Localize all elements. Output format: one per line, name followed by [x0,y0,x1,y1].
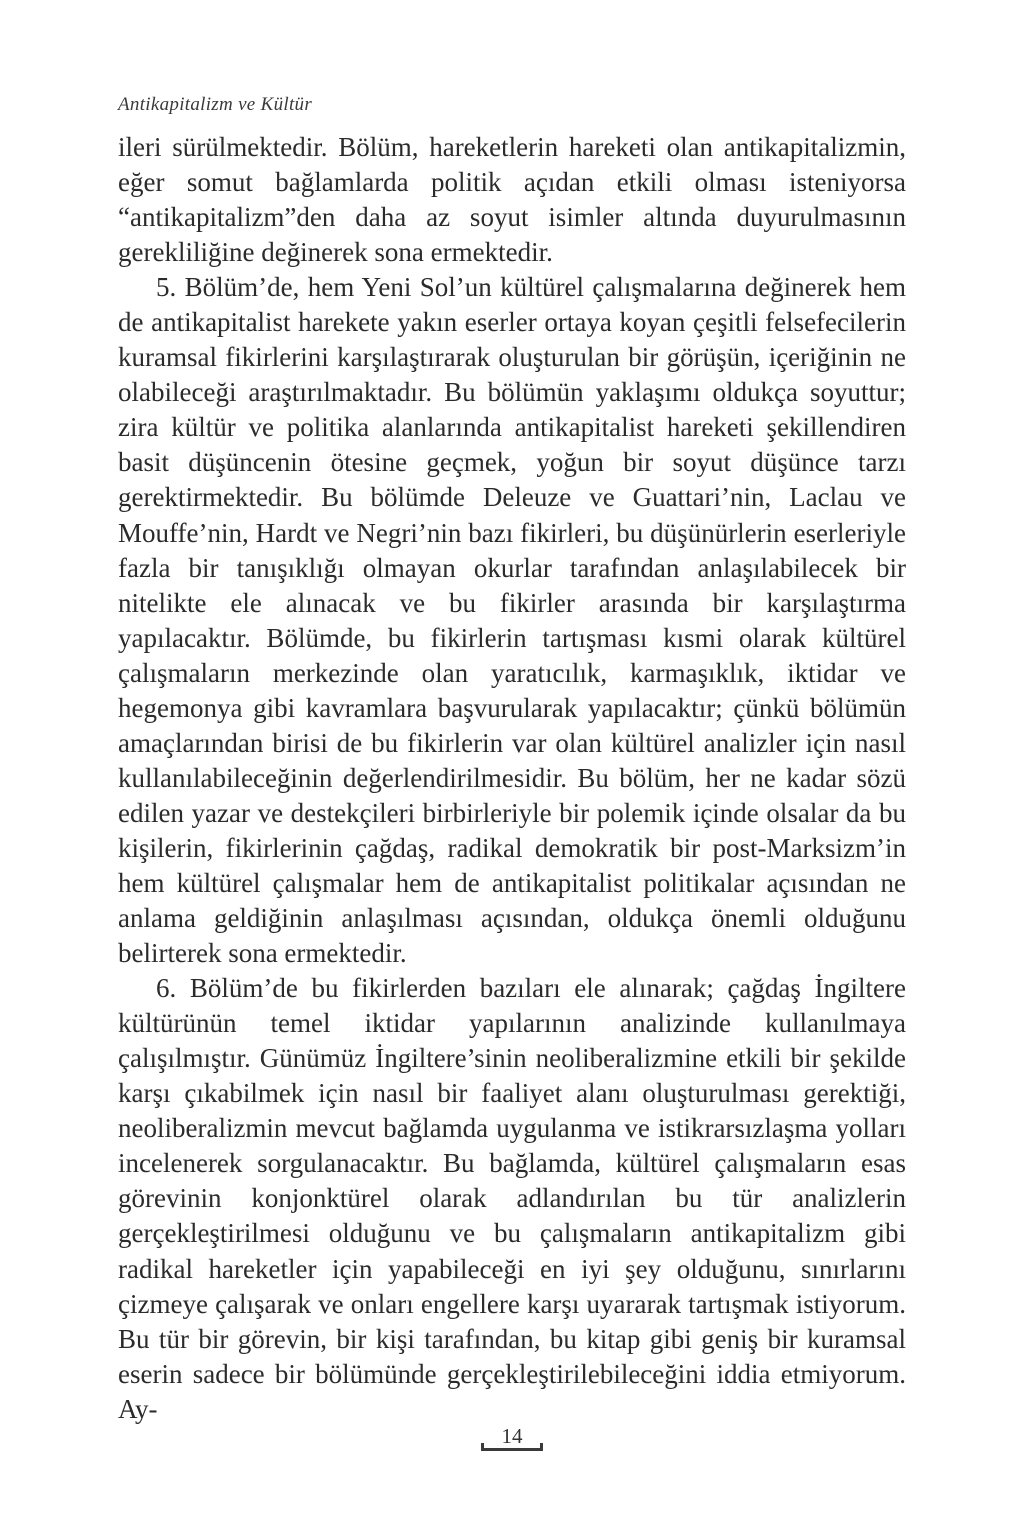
page-number: 14 [501,1424,523,1448]
page-number-underline [481,1448,543,1451]
page-footer [0,1424,1024,1449]
paragraph-chapter-6: 6. Bölüm’de bu fikirlerden bazıları ele alınarak; çağdaş İngiltere kültürünün temel iktidar yapılarının analizinde kullanılmaya çalışılmıştır. Günümüz İngiltere’sinin neoliberalizmine etkili bir şekilde karşı çıkabilmek için nasıl bir faaliyet alanı oluşturulması gerektiği, neoliberalizmin mevcut bağlamda uygulanma ve istikrarsızlaşma yolları incelenerek sorgulanacaktır. Bu bağlamda, kültürel çalışmaların esas görevinin konjonktürel olarak adlandırılan bu tür analizlerin gerçekleştirilmesi olduğunu ve bu çalışmaların antikapitalizm gibi radikal hareketler için yapabileceği en iyi şey olduğunu, sınırlarını çizmeye çalışarak ve onları engellere karşı uyararak tartışmak istiyorum. Bu tür bir görevin, bir kişi tarafından, bu kitap gibi geniş bir kuramsal eserin sadece bir bölümünde gerçekleştirilebileceğini iddia etmiyorum. Ay- [118,973,906,1424]
page-body [118,130,906,1427]
paragraph-continuation: ileri sürülmektedir. Bölüm, hareketlerin hareketi olan antikapitalizmin, eğer somut bağlamlarda politik açıdan etkili olması isteniyorsa “antikapitalizm”den daha az soyut isimler altında duyurulmasının gerekliliğine değinerek sona ermektedir. [118,132,906,268]
paragraph-chapter-5: 5. Bölüm’de, hem Yeni Sol’un kültürel çalışmalarına değinerek hem de antikapitalist harekete yakın eserler ortaya koyan çeşitli felsefecilerin kuramsal fikirlerini karşılaştırarak oluşturulan bir görüşün, içeriğinin ne olabileceği araştırılmaktadır. Bu bölümün yaklaşımı oldukça soyuttur; zira kültür ve politika alanlarında antikapitalist hareketi şekillendiren basit düşüncenin ötesine geçmek, yoğun bir soyut düşünce tarzı gerektirmektedir. Bu bölümde Deleuze ve Guattari’nin, Laclau ve Mouffe’nin, Hardt ve Negri’nin bazı fikirleri, bu düşünürlerin eserleriyle fazla bir tanışıklığı olmayan okurlar tarafından anlaşılabilecek bir nitelikte ele alınacak ve bu fikirler arasında bir karşılaştırma yapılacaktır. Bölümde, bu fikirlerin tartışması kısmi olarak kültürel çalışmaların merkezinde olan yaratıcılık, karmaşıklık, iktidar ve hegemonya gibi kavramlara başvurularak yapılacaktır; çünkü bölümün amaçlarından birisi de bu fikirlerin var olan kültürel analizler için nasıl kullanılabileceğinin değerlendirilmesidir. Bu bölüm, her ne kadar sözü edilen yazar ve destekçileri birbirleriyle bir polemik içinde olsalar da bu kişilerin, fikirlerinin çağdaş, radikal demokratik bir post-Marksizm’in hem kültürel çalışmalar hem de antikapitalist politikalar açısından ne anlama geldiğinin anlaşılması açısından, oldukça önemli olduğunu belirterek sona ermektedir. [118,272,906,969]
running-header: Antikapitalizm ve Kültür [118,94,313,115]
